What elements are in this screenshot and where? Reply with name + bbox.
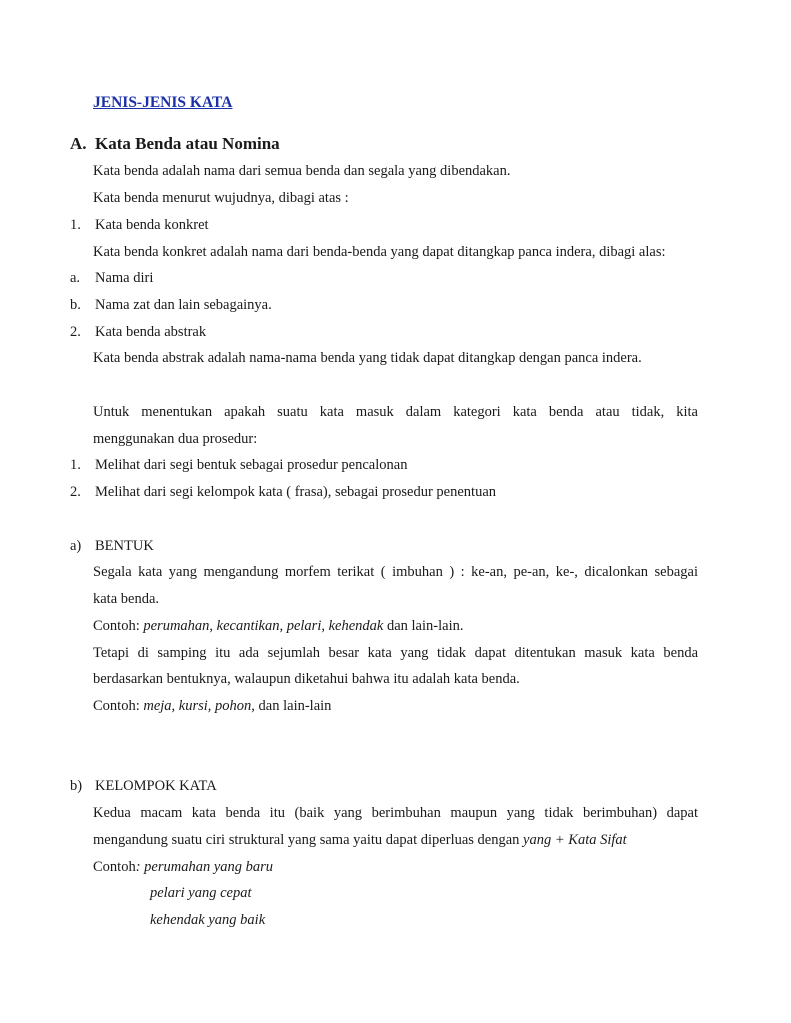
section-a-title: Kata Benda atau Nomina [95, 134, 280, 153]
procedure-intro-line1: Untuk menentukan apakah suatu kata masuk dalam kategori kata benda atau tidak, kita [93, 404, 698, 420]
list-item-abstrak: Kata benda abstrak [95, 324, 207, 340]
kelompok-example1 [93, 858, 273, 876]
example-phrase: kehendak yang baik [150, 912, 266, 928]
kelompok-example2 [150, 884, 251, 902]
kelompok-heading: KELOMPOK KATA [95, 778, 217, 794]
paragraph-definition: Kata benda adalah nama dari semua benda dan segala yang dibendakan. [93, 163, 511, 179]
procedure-number-2: 2. [70, 484, 81, 500]
procedure-number-1: 1. [70, 457, 81, 473]
list-number-2: 2. [70, 324, 81, 340]
sublist-mark-a: a. [70, 270, 81, 286]
page-title: JENIS-JENIS KATA [93, 94, 233, 111]
bentuk-line1: Segala kata yang mengandung morfem terikat ( imbuhan ) : ke-an, pe-an, ke-, dicalonkan sebagai [93, 564, 698, 580]
sublist-item-nama-diri: Nama diri [95, 270, 154, 286]
example-phrase: pelari yang cepat [150, 885, 252, 901]
procedure-step-kelompok: Melihat dari segi kelompok kata ( frasa), sebagai prosedur penentuan [95, 484, 497, 500]
example-label: Contoh [93, 859, 136, 875]
example-suffix: dan lain-lain [254, 698, 332, 714]
bentuk-mark: a) [70, 538, 82, 554]
sublist-item-nama-zat: Nama zat dan lain sebagainya. [95, 297, 272, 313]
bentuk-heading: BENTUK [95, 538, 154, 554]
kelompok-line1: Kedua macam kata benda itu (baik yang berimbuhan maupun yang tidak berimbuhan) dapat [93, 805, 698, 821]
bentuk-line4: berdasarkan bentuknya, walaupun diketahui bahwa itu adalah kata benda. [93, 671, 520, 687]
kelompok-line2 [93, 831, 627, 849]
procedure-step-bentuk: Melihat dari segi bentuk sebagai prosedur pencalonan [95, 457, 408, 473]
example-label: Contoh: [93, 618, 144, 634]
example-words: perumahan, kecantikan, pelari, kehendak [143, 618, 384, 634]
sublist-mark-b: b. [70, 297, 81, 313]
example-words: meja, kursi, pohon, [143, 698, 255, 714]
konkret-description: Kata benda konkret adalah nama dari benda-benda yang dapat ditangkap panca indera, dibagi alas: [93, 244, 666, 260]
kelompok-line2-text: mengandung suatu ciri struktural yang sama yaitu dapat diperluas dengan [93, 832, 524, 848]
section-a-label: A. [70, 134, 87, 153]
list-item-konkret: Kata benda konkret [95, 217, 209, 233]
paragraph-division: Kata benda menurut wujudnya, dibagi atas : [93, 190, 349, 206]
bentuk-line2: kata benda. [93, 591, 160, 607]
procedure-intro-line2: menggunakan dua prosedur: [93, 431, 258, 447]
bentuk-line3: Tetapi di samping itu ada sejumlah besar kata yang tidak dapat ditentukan masuk kata benda [93, 645, 698, 661]
bentuk-example1 [93, 617, 463, 635]
example-label: Contoh: [93, 698, 144, 714]
example-phrase: : perumahan yang baru [135, 859, 274, 875]
kelompok-mark: b) [70, 778, 83, 794]
kelompok-line2-formula: yang + Kata Sifat [523, 832, 627, 848]
bentuk-example2 [93, 697, 331, 715]
list-number-1: 1. [70, 217, 81, 233]
kelompok-example3 [150, 911, 265, 929]
section-a-heading [70, 134, 280, 154]
example-suffix: dan lain-lain. [383, 618, 464, 634]
abstrak-description: Kata benda abstrak adalah nama-nama benda yang tidak dapat ditangkap dengan panca indera. [93, 350, 642, 366]
